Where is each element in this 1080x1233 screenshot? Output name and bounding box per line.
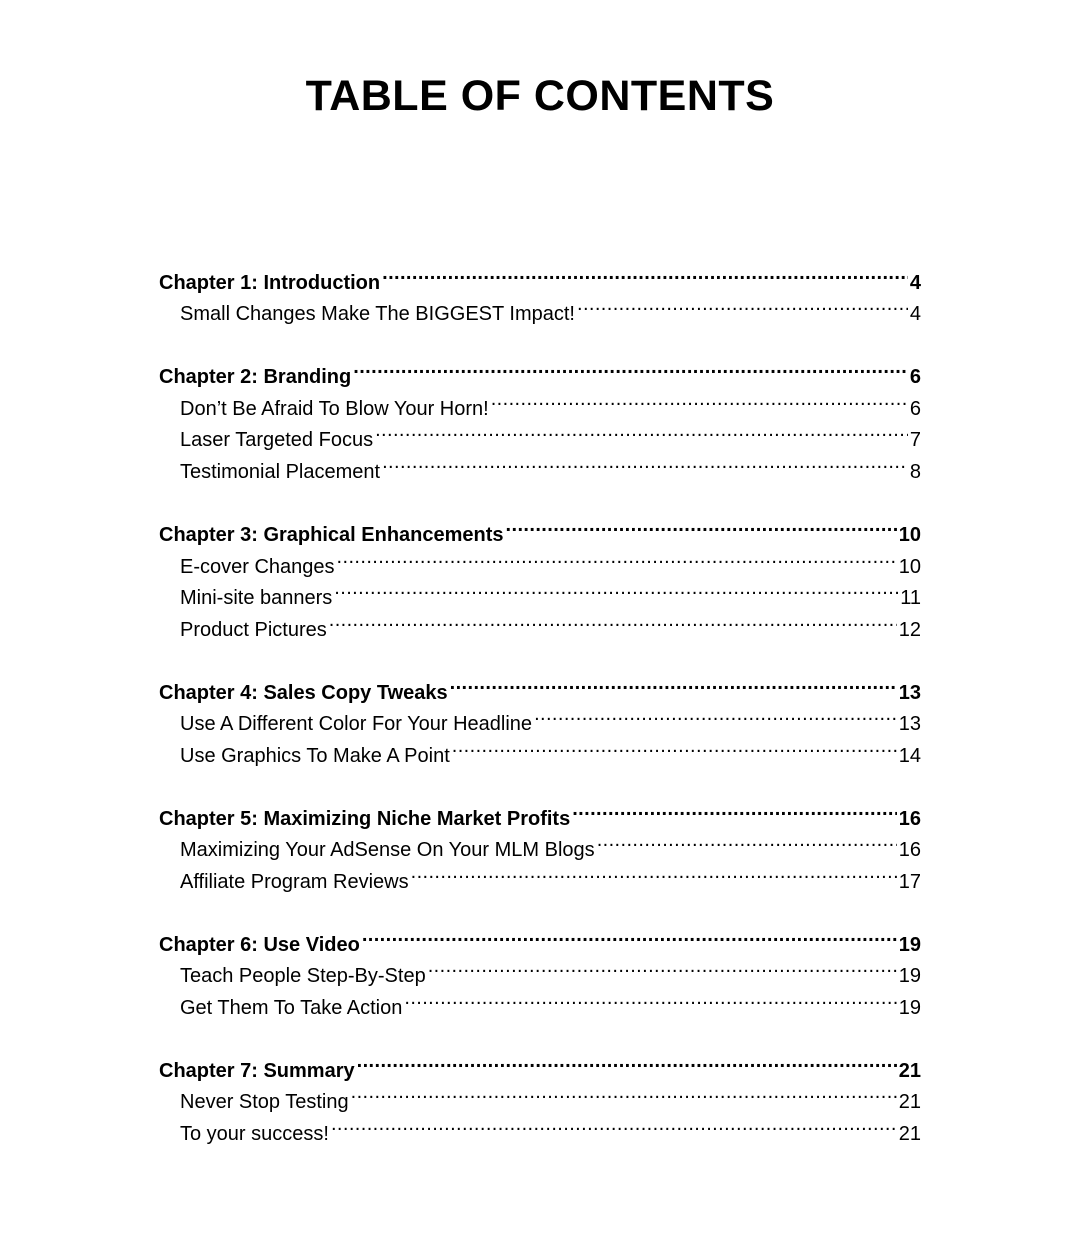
page-number: 21 (898, 1091, 921, 1114)
page-number: 19 (898, 965, 921, 988)
dot-leader (597, 825, 897, 857)
page-number: 16 (898, 839, 921, 862)
chapter-title: Chapter 7: Summary (159, 1059, 355, 1082)
dot-leader (334, 573, 898, 605)
section-title: Affiliate Program Reviews (180, 871, 409, 893)
section-title: Testimonial Placement (180, 461, 381, 484)
section-title: Never Stop Testing (180, 1091, 349, 1114)
page-number: 19 (898, 933, 921, 956)
section-title: Maximizing Your AdSense On Your MLM Blogs (180, 839, 595, 862)
chapter-title: Chapter 1: Introduction (159, 271, 381, 294)
page-title: TABLE OF CONTENTS (305, 72, 775, 120)
page-number: 21 (898, 1059, 921, 1082)
page-number: 17 (898, 871, 921, 893)
page-number: 4 (909, 303, 921, 326)
dot-leader (404, 982, 896, 1014)
dot-leader (572, 793, 897, 825)
dot-leader (382, 257, 908, 289)
dot-leader (491, 383, 908, 415)
section-title: Product Pictures (180, 618, 327, 641)
page-number: 19 (898, 997, 921, 1020)
dot-leader (577, 289, 908, 321)
page-number: 13 (898, 713, 921, 736)
dot-leader (506, 509, 897, 541)
toc-chapter-5 (159, 793, 921, 893)
toc-chapter-entry[interactable] (159, 351, 921, 389)
section-title: Don’t Be Afraid To Blow Your Horn! (180, 397, 489, 420)
toc-chapter-2 (159, 351, 921, 484)
page-number: 6 (909, 397, 921, 420)
section-title: Mini-site banners (180, 587, 333, 610)
page-number: 21 (898, 1123, 921, 1146)
toc-chapter-entry[interactable] (159, 667, 921, 704)
dot-leader (353, 351, 908, 383)
toc-chapter-entry[interactable] (159, 919, 921, 956)
page-number: 8 (909, 461, 921, 484)
page-number: 10 (898, 523, 921, 546)
page-number: 13 (898, 681, 921, 704)
toc-chapter-4 (159, 667, 921, 767)
page-number: 4 (909, 271, 921, 294)
section-title: Use Graphics To Make A Point (180, 744, 450, 767)
page-number: 6 (909, 366, 921, 389)
page-number: 11 (900, 587, 921, 610)
dot-leader (351, 1077, 897, 1109)
toc-chapter-entry[interactable] (159, 1045, 921, 1082)
toc-chapter-1 (159, 257, 921, 326)
dot-leader (534, 699, 897, 731)
dot-leader (450, 667, 897, 699)
section-title: To your success! (180, 1123, 329, 1146)
section-title: E-cover Changes (180, 555, 335, 578)
dot-leader (411, 856, 897, 888)
chapter-title: Chapter 2: Branding (159, 366, 352, 389)
section-title: Laser Targeted Focus (180, 429, 374, 452)
page-number: 10 (898, 555, 921, 578)
page-number: 7 (909, 429, 921, 452)
dot-leader (428, 951, 897, 983)
dot-leader (375, 415, 908, 447)
section-title: Small Changes Make The BIGGEST Impact! (180, 303, 575, 326)
dot-leader (357, 1045, 897, 1077)
table-of-contents (159, 257, 921, 1171)
chapter-title: Chapter 4: Sales Copy Tweaks (159, 681, 448, 704)
dot-leader (331, 1108, 897, 1140)
toc-chapter-3 (159, 509, 921, 641)
dot-leader (452, 730, 897, 762)
chapter-title: Chapter 6: Use Video (159, 933, 360, 956)
dot-leader (337, 541, 897, 573)
page-number: 12 (898, 618, 921, 641)
toc-chapter-entry[interactable] (159, 509, 921, 546)
chapter-title: Chapter 3: Graphical Enhancements (159, 523, 504, 546)
section-title: Use A Different Color For Your Headline (180, 713, 533, 736)
toc-chapter-7 (159, 1045, 921, 1146)
toc-chapter-entry[interactable] (159, 793, 921, 830)
dot-leader (362, 919, 897, 951)
page-number: 14 (898, 744, 921, 767)
toc-chapter-6 (159, 919, 921, 1020)
chapter-title: Chapter 5: Maximizing Niche Market Profits (159, 807, 571, 830)
page-number: 16 (898, 807, 921, 830)
dot-leader (382, 446, 908, 478)
dot-leader (329, 604, 897, 636)
section-title: Get Them To Take Action (180, 997, 403, 1020)
toc-chapter-entry[interactable] (159, 257, 921, 294)
section-title: Teach People Step-By-Step (180, 965, 426, 988)
